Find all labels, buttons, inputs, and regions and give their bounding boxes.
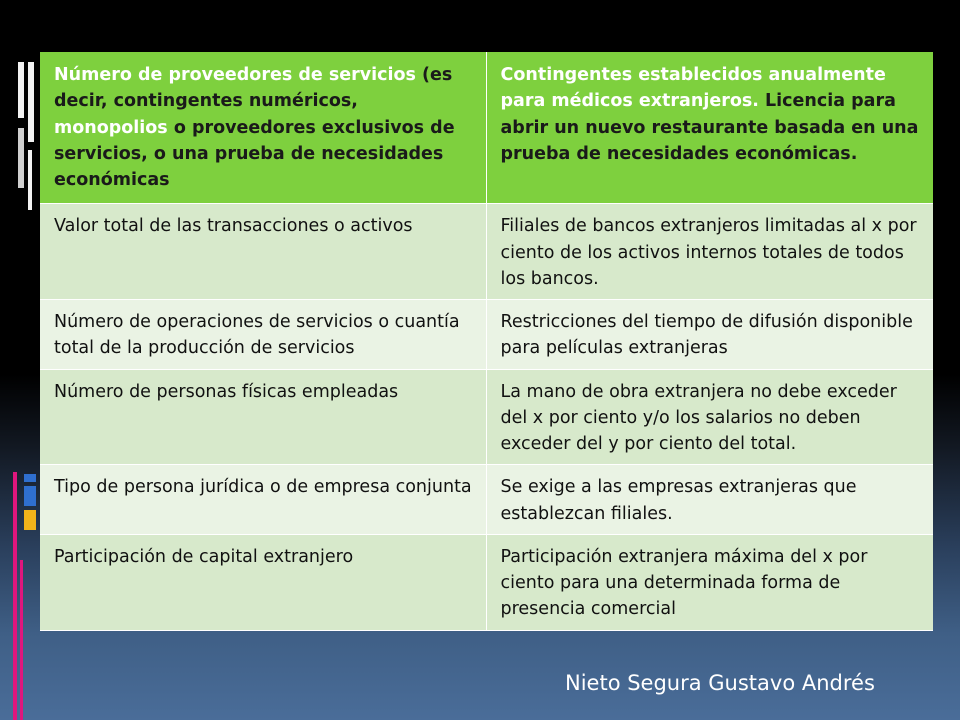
table-cell-left: Valor total de las transacciones o activos (40, 204, 486, 300)
stripe-white-3 (18, 128, 24, 188)
table-row (40, 204, 933, 300)
table-row (40, 534, 933, 630)
table-row (40, 369, 933, 465)
table-cell-right: Restricciones del tiempo de difusión disponible para películas extranjeras (486, 300, 933, 370)
stripe-white-2 (28, 62, 34, 142)
header-cell-left (40, 52, 486, 204)
author-name: Nieto Segura Gustavo Andrés (565, 671, 875, 695)
table-cell-left: Participación de capital extranjero (40, 534, 486, 630)
table-row (40, 300, 933, 370)
header-right-seg-0: Contingentes establecidos anualmente para médicos extranjeros. (500, 65, 886, 112)
restrictions-table (40, 52, 933, 631)
stripe-pink-2 (20, 560, 23, 720)
stripe-yellow-1 (24, 510, 36, 530)
header-left-seg-2: monopolios (54, 117, 168, 138)
table-cell-right: Filiales de bancos extranjeros limitadas al x por ciento de los activos internos totales de todos los bancos. (486, 204, 933, 300)
stripe-blue-2 (24, 486, 36, 506)
stripe-white-1 (18, 62, 24, 118)
header-left-seg-1: (es decir, contingentes numéricos, (54, 65, 453, 112)
table-cell-right: La mano de obra extranjera no debe exceder del x por ciento y/o los salarios no deben exceder del y por ciento del total. (486, 369, 933, 465)
table-cell-left: Número de personas físicas empleadas (40, 369, 486, 465)
stripe-white-4 (28, 150, 32, 210)
header-left-seg-0: Número de proveedores de servicios (54, 65, 416, 85)
left-decorative-stripes (0, 0, 38, 720)
stripe-pink-1 (13, 472, 17, 720)
table-header-row (40, 52, 933, 204)
table-row (40, 465, 933, 535)
table-cell-right: Participación extranjera máxima del x por ciento para una determinada forma de presencia comercial (486, 534, 933, 630)
header-cell-right (486, 52, 933, 204)
table-cell-left: Tipo de persona jurídica o de empresa conjunta (40, 465, 486, 535)
stripe-blue-1 (24, 474, 36, 482)
table-cell-right: Se exige a las empresas extranjeras que establezcan filiales. (486, 465, 933, 535)
header-right-seg-1: Licencia para abrir un nuevo restaurante basada en una prueba de necesidades económicas. (500, 91, 919, 164)
table-cell-left: Número de operaciones de servicios o cuantía total de la producción de servicios (40, 300, 486, 370)
header-left-seg-3: o proveedores exclusivos de servicios, o una prueba de necesidades económicas (54, 117, 455, 190)
